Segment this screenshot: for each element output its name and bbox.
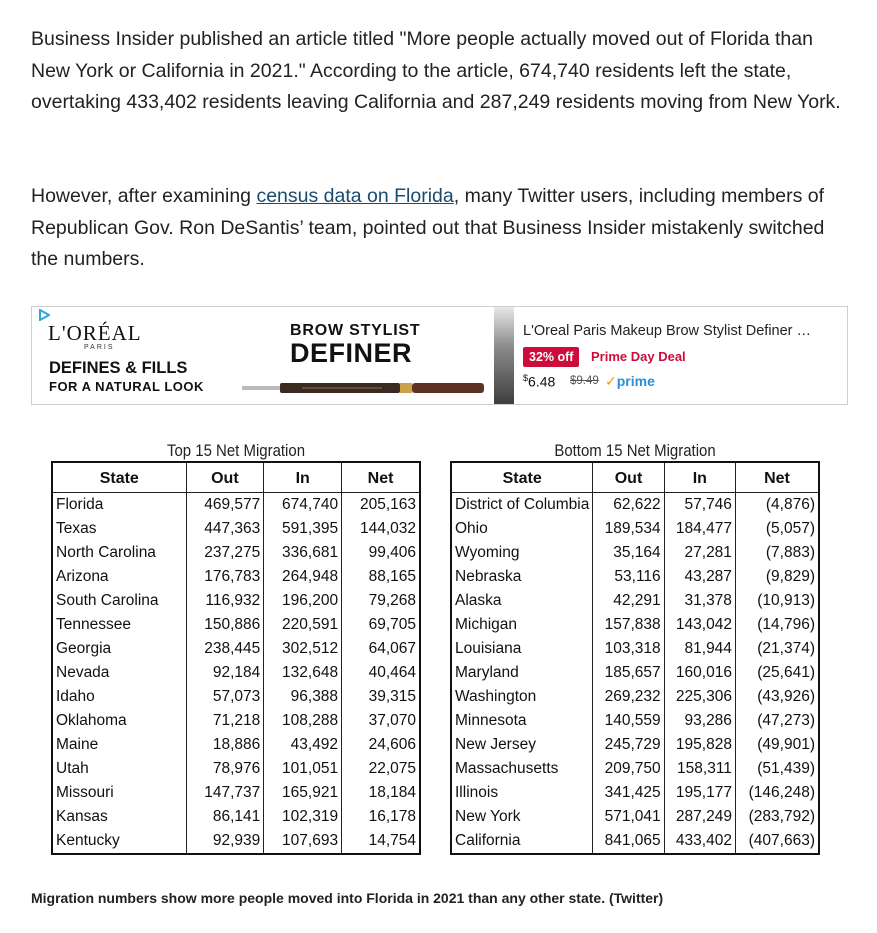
in-cell: 196,200 [264,589,342,613]
ad-choices-icon[interactable] [38,309,50,321]
in-cell: 102,319 [264,805,342,829]
table-header-row [451,462,819,493]
image-caption: Migration numbers show more people moved into Florida in 2021 than any other state. (Twitter) [31,890,664,906]
in-cell: 132,648 [264,661,342,685]
state-cell: Kansas [52,805,186,829]
in-cell: 96,388 [264,685,342,709]
state-cell: Texas [52,517,186,541]
in-cell: 43,287 [664,565,735,589]
in-cell: 433,402 [664,829,735,854]
prime-check-icon: ✓ [605,373,617,389]
in-cell: 287,249 [664,805,735,829]
out-cell: 150,886 [186,613,264,637]
net-cell: 99,406 [342,541,420,565]
state-cell: Tennessee [52,613,186,637]
out-cell: 189,534 [593,517,664,541]
state-cell: Utah [52,757,186,781]
table-row [451,565,819,589]
state-cell: Alaska [451,589,593,613]
in-cell: 336,681 [264,541,342,565]
in-cell: 43,492 [264,733,342,757]
net-cell: (146,248) [735,781,819,805]
state-cell: South Carolina [52,589,186,613]
in-cell: 108,288 [264,709,342,733]
bottom-migration-table [450,461,820,855]
table-row [52,517,420,541]
currency-symbol: $ [523,373,529,383]
out-cell: 86,141 [186,805,264,829]
out-cell: 35,164 [593,541,664,565]
net-cell: (47,273) [735,709,819,733]
state-cell: Ohio [451,517,593,541]
table-row [52,781,420,805]
ad-headline-large: DEFINER [290,338,413,368]
article-paragraph-1: Business Insider published an article titled "More people actually moved out of Florida than New York or California in 2021." According to the article, 674,740 residents left the state, overtaking 433,402 residents leaving California and 287,249 residents moving from New York. [31,28,841,113]
in-cell: 591,395 [264,517,342,541]
state-cell: Illinois [451,781,593,805]
top-migration-table [51,461,421,855]
table-row [451,829,819,854]
net-cell: (43,926) [735,685,819,709]
table-row [52,493,420,518]
table-row [451,685,819,709]
out-cell: 116,932 [186,589,264,613]
table-row [52,709,420,733]
net-cell: (5,057) [735,517,819,541]
in-cell: 184,477 [664,517,735,541]
ad-tagline: DEFINES & FILLS [49,359,188,377]
table-row [451,757,819,781]
net-cell: 144,032 [342,517,420,541]
column-header: Out [593,462,664,493]
table-row [52,685,420,709]
in-cell: 93,286 [664,709,735,733]
in-cell: 195,828 [664,733,735,757]
table-row [451,805,819,829]
out-cell: 140,559 [593,709,664,733]
state-cell: Louisiana [451,637,593,661]
out-cell: 245,729 [593,733,664,757]
state-cell: District of Columbia [451,493,593,518]
out-cell: 238,445 [186,637,264,661]
state-cell: California [451,829,593,854]
ad-was-price: $9.49 [570,375,599,387]
in-cell: 264,948 [264,565,342,589]
out-cell: 18,886 [186,733,264,757]
state-cell: Florida [52,493,186,518]
in-cell: 158,311 [664,757,735,781]
out-cell: 92,184 [186,661,264,685]
state-cell: Missouri [52,781,186,805]
column-header: State [451,462,593,493]
top-migration-table-figure [51,440,421,855]
net-cell: (7,883) [735,541,819,565]
column-header: Out [186,462,264,493]
state-cell: Idaho [52,685,186,709]
net-cell: 69,705 [342,613,420,637]
net-cell: (25,641) [735,661,819,685]
net-cell: (4,876) [735,493,819,518]
net-cell: (14,796) [735,613,819,637]
in-cell: 165,921 [264,781,342,805]
state-cell: Wyoming [451,541,593,565]
price-value: 6.48 [528,373,556,390]
table-row [451,517,819,541]
net-cell: 39,315 [342,685,420,709]
out-cell: 469,577 [186,493,264,518]
state-cell: Maine [52,733,186,757]
in-cell: 101,051 [264,757,342,781]
net-cell: 37,070 [342,709,420,733]
ad-tagline-sub: FOR A NATURAL LOOK [49,379,204,394]
state-cell: Arizona [52,565,186,589]
state-cell: North Carolina [52,541,186,565]
table-row [451,613,819,637]
ad-product-title[interactable]: L'Oreal Paris Makeup Brow Stylist Definer … [523,323,812,339]
out-cell: 57,073 [186,685,264,709]
deal-label: Prime Day Deal [591,349,686,364]
column-header: In [664,462,735,493]
state-cell: Nevada [52,661,186,685]
in-cell: 225,306 [664,685,735,709]
out-cell: 176,783 [186,565,264,589]
in-cell: 302,512 [264,637,342,661]
net-cell: 79,268 [342,589,420,613]
table-row [52,733,420,757]
in-cell: 107,693 [264,829,342,854]
in-cell: 160,016 [664,661,735,685]
table-row [451,637,819,661]
table-row [451,781,819,805]
ad-brand-logo: L'ORÉAL [48,321,142,345]
state-cell: Oklahoma [52,709,186,733]
net-cell: 14,754 [342,829,420,854]
state-cell: New Jersey [451,733,593,757]
out-cell: 103,318 [593,637,664,661]
state-cell: Kentucky [52,829,186,854]
out-cell: 209,750 [593,757,664,781]
net-cell: 16,178 [342,805,420,829]
net-cell: 22,075 [342,757,420,781]
advertisement-banner[interactable] [31,306,848,405]
table-caption: Top 15 Net Migration [166,441,306,460]
bottom-migration-table-figure [450,440,820,855]
net-cell: (51,439) [735,757,819,781]
table-row [451,589,819,613]
in-cell: 81,944 [664,637,735,661]
table-row [52,541,420,565]
out-cell: 185,657 [593,661,664,685]
table-row [451,661,819,685]
state-cell: Maryland [451,661,593,685]
table-row [52,829,420,854]
out-cell: 237,275 [186,541,264,565]
brow-pencil-image [242,380,487,396]
out-cell: 447,363 [186,517,264,541]
out-cell: 341,425 [593,781,664,805]
net-cell: (407,663) [735,829,819,854]
table-row [52,757,420,781]
column-header: Net [735,462,819,493]
table-row [52,805,420,829]
table-row [451,541,819,565]
out-cell: 53,116 [593,565,664,589]
in-cell: 143,042 [664,613,735,637]
table-caption: Bottom 15 Net Migration [554,441,716,460]
ad-brand-sub: PARIS [84,344,115,351]
discount-badge: 32% off [523,347,579,367]
in-cell: 220,591 [264,613,342,637]
in-cell: 31,378 [664,589,735,613]
in-cell: 195,177 [664,781,735,805]
column-header: Net [342,462,420,493]
net-cell: (10,913) [735,589,819,613]
out-cell: 62,622 [593,493,664,518]
net-cell: 24,606 [342,733,420,757]
out-cell: 841,065 [593,829,664,854]
net-cell: (283,792) [735,805,819,829]
table-row [52,589,420,613]
out-cell: 571,041 [593,805,664,829]
out-cell: 147,737 [186,781,264,805]
paragraph-text: , many Twitter users, including members of Republican Gov. Ron DeSantis’ team, pointed out that Business Insider mistakenly switched the numbers. [31,185,825,270]
prime-logo [605,373,655,390]
state-cell: Nebraska [451,565,593,589]
census-data-link[interactable]: census data on Florida [256,185,454,207]
out-cell: 42,291 [593,589,664,613]
ad-price [523,373,555,390]
net-cell: (21,374) [735,637,819,661]
table-row [451,733,819,757]
out-cell: 71,218 [186,709,264,733]
column-header: In [264,462,342,493]
net-cell: 18,184 [342,781,420,805]
table-row [451,709,819,733]
state-cell: Washington [451,685,593,709]
table-row [52,565,420,589]
state-cell: Minnesota [451,709,593,733]
ad-model-photo [494,307,514,404]
column-header: State [52,462,186,493]
net-cell: 40,464 [342,661,420,685]
prime-label: prime [616,373,655,389]
state-cell: New York [451,805,593,829]
table-header-row [52,462,420,493]
net-cell: (9,829) [735,565,819,589]
article-paragraph-2 [31,181,841,276]
net-cell: 205,163 [342,493,420,518]
state-cell: Michigan [451,613,593,637]
in-cell: 57,746 [664,493,735,518]
table-row [52,661,420,685]
ad-headline: BROW STYLIST [290,322,421,339]
state-cell: Massachusetts [451,757,593,781]
out-cell: 78,976 [186,757,264,781]
state-cell: Georgia [52,637,186,661]
net-cell: 88,165 [342,565,420,589]
out-cell: 157,838 [593,613,664,637]
paragraph-text: However, after examining [31,185,257,207]
out-cell: 269,232 [593,685,664,709]
net-cell: 64,067 [342,637,420,661]
out-cell: 92,939 [186,829,264,854]
table-row [52,613,420,637]
table-row [451,493,819,518]
in-cell: 674,740 [264,493,342,518]
table-row [52,637,420,661]
net-cell: (49,901) [735,733,819,757]
in-cell: 27,281 [664,541,735,565]
